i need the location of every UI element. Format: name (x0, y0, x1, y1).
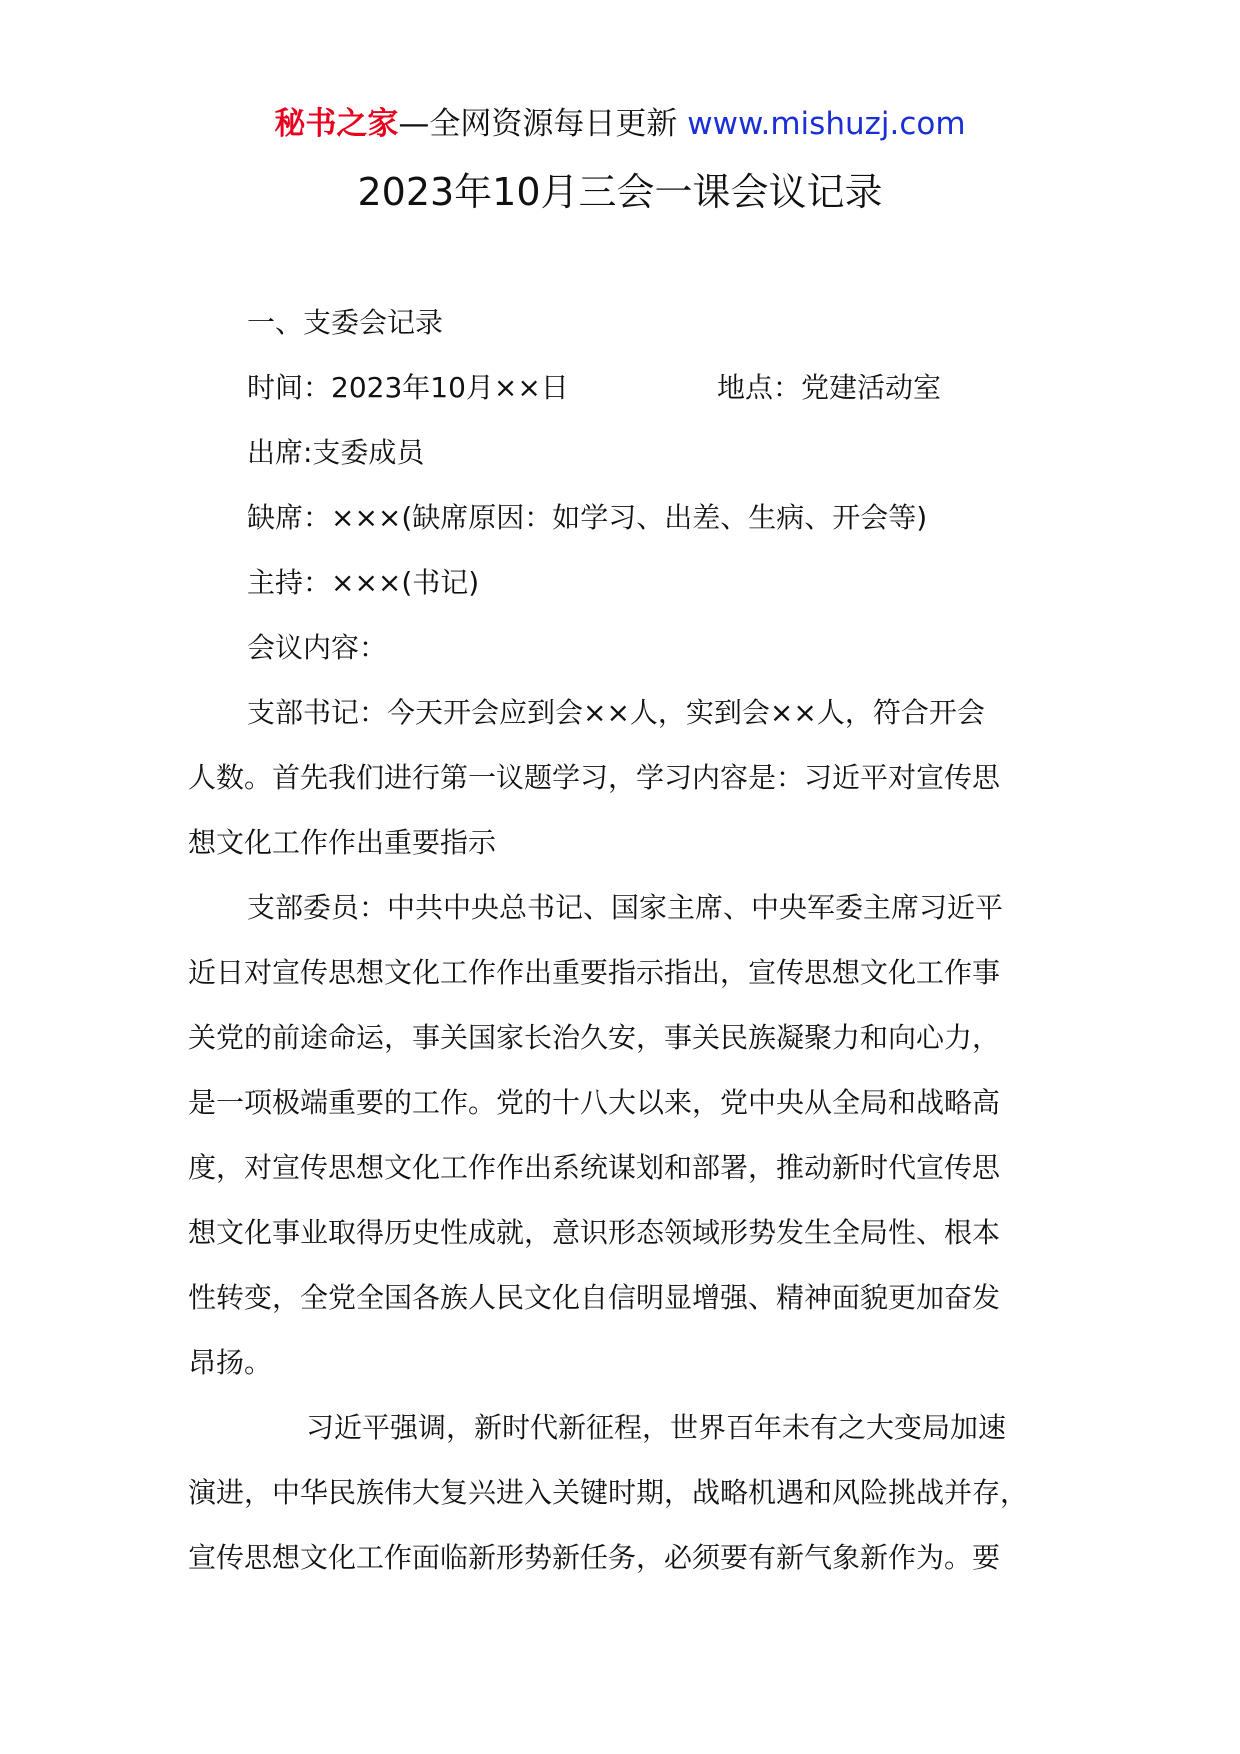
site-slogan: —全网资源每日更新 (398, 106, 678, 142)
host-line: 主持：×××(书记) (247, 566, 480, 599)
paragraph-line: 宣传思想文化工作面临新形势新任务，必须要有新气象新作为。要 (188, 1541, 1001, 1574)
site-header (0, 100, 1240, 148)
paragraph-line: 习近平强调，新时代新征程，世界百年未有之大变局加速 (306, 1411, 1007, 1444)
section-heading: 一、支委会记录 (247, 306, 444, 339)
paragraph-emphasis (188, 1400, 1058, 1595)
document-title: 2023年10月三会一课会议记录 (357, 170, 883, 214)
paragraph-committee-member (188, 880, 1058, 1400)
paragraph-line: 度，对宣传思想文化工作作出系统谋划和部署，推动新时代宣传思 (188, 1151, 1001, 1184)
paragraph-line: 是一项极端重要的工作。党的十八大以来，党中央从全局和战略高 (188, 1086, 1001, 1119)
paragraph-line: 性转变，全党全国各族人民文化自信明显增强、精神面貌更加奋发 (188, 1281, 1001, 1314)
paragraph-line: 人数。首先我们进行第一议题学习，学习内容是：习近平对宣传思 (188, 761, 1001, 794)
meeting-place: 地点：党建活动室 (717, 371, 942, 404)
absent-line: 缺席：×××(缺席原因：如学习、出差、生病、开会等) (247, 501, 928, 534)
attendance-line: 出席:支委成员 (247, 436, 425, 469)
paragraph-line: 想文化事业取得历史性成就，意识形态领域形势发生全局性、根本 (188, 1216, 1001, 1249)
paragraph-line: 支部委员：中共中央总书记、国家主席、中央军委主席习近平 (247, 891, 1004, 924)
paragraph-line: 关党的前途命运，事关国家长治久安，事关民族凝聚力和向心力， (188, 1021, 1001, 1054)
paragraph-line: 近日对宣传思想文化工作作出重要指示指出，宣传思想文化工作事 (188, 956, 1001, 989)
meeting-time: 时间：2023年10月××日 (247, 371, 569, 404)
document-body (188, 295, 1058, 1595)
time-place-row (188, 360, 1058, 425)
paragraph-line: 支部书记：今天开会应到会××人，实到会××人，符合开会 (247, 696, 985, 729)
paragraph-line: 昂扬。 (188, 1346, 273, 1379)
content-label: 会议内容： (247, 631, 388, 664)
paragraph-line: 演进，中华民族伟大复兴进入关键时期，战略机遇和风险挑战并存， (188, 1476, 1029, 1509)
paragraph-line: 想文化工作作出重要指示 (188, 826, 497, 859)
brand-name: 秘书之家 (274, 106, 399, 142)
paragraph-secretary (188, 685, 1058, 880)
site-url-link[interactable]: www.mishuzj.com (687, 106, 966, 142)
